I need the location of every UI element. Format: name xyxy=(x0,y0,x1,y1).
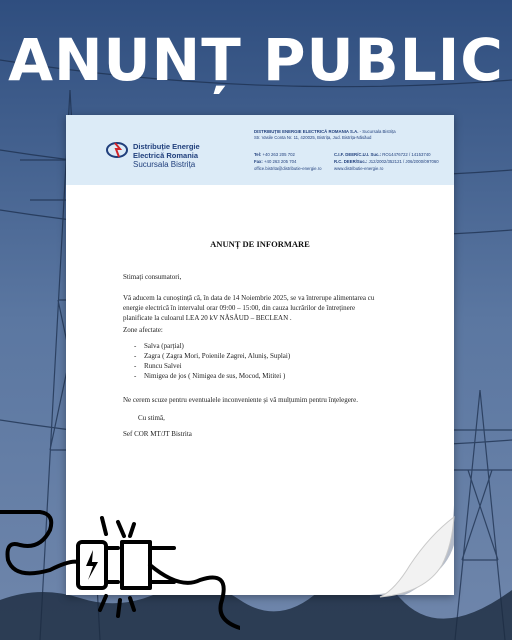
poster-headline: ANUNȚ PUBLIC xyxy=(8,26,504,94)
greeting: Stimați consumatori, xyxy=(123,273,182,281)
cif-label: C.I.F. DEER/C.U.I. Suc.: xyxy=(334,152,382,157)
letterhead xyxy=(66,115,454,185)
announcement-paragraph xyxy=(123,293,374,323)
unplugged-plug-icon xyxy=(0,500,240,640)
rc-line xyxy=(334,159,439,165)
brand-line-2: Electrică Romania xyxy=(133,151,199,160)
apology-text: Ne cerem scuze pentru eventualele inconveniente și vă mulțumim pentru înțelegere. xyxy=(123,396,358,404)
document-title: ANUNȚ DE INFORMARE xyxy=(210,239,310,249)
phone-line xyxy=(254,152,295,158)
email-link[interactable]: office.bistrita@distributie-energie.ro xyxy=(254,166,322,171)
signature-text: Sef COR MT/JT Bistrita xyxy=(123,430,192,438)
paragraph-line: Vă aducem la cunoștință că, în data de 14 Noiembrie 2025, se va întrerupe alimentarea cu xyxy=(123,294,375,302)
zones-list xyxy=(134,341,290,381)
rc-label: R.C. DEER/Suc.: xyxy=(334,159,368,164)
brand-line-1: Distribuție Energie xyxy=(133,142,200,151)
cif-line xyxy=(334,152,431,158)
tel-label: Tel: xyxy=(254,152,262,157)
fax-line xyxy=(254,159,296,165)
closing-text: Cu stimă, xyxy=(138,414,165,422)
brand-line-3: Sucursala Bistrița xyxy=(133,160,196,169)
list-item: - Zagra ( Zagra Mori, Poienile Zagrei, Aluniș, Suplai) xyxy=(134,352,291,360)
list-item: - Salva (parțial) xyxy=(134,342,184,350)
brand-block xyxy=(133,142,200,169)
paragraph-line: energie electrică în intervalul orar 09:00 – 15:00, din cauza lucrărilor de întreținere xyxy=(123,304,356,312)
company-logo-icon xyxy=(106,140,130,160)
cif-value: RO14476722 / 14153740 xyxy=(382,152,431,157)
company-name: DISTRIBUȚIE ENERGIE ELECTRICĂ ROMANIA S.A. xyxy=(254,129,359,134)
page-curl xyxy=(370,505,460,600)
zones-label: Zone afectate: xyxy=(123,326,163,334)
company-address: Str. Vasile Conta Nr. 11, 420025, Bistrița, Jud. Bistrița-Năsăud xyxy=(254,135,372,140)
fax-label: Fax: xyxy=(254,159,263,164)
tel-value: +40 263 205 702 xyxy=(262,152,295,157)
rc-value: J12/2002/352121 / J06/2000/097060 xyxy=(368,159,439,164)
branch-suffix: - Sucursala Bistrița xyxy=(358,129,396,134)
paragraph-line: planificate la culoarul LEA 20 kV NĂSĂUD – BECLEAN . xyxy=(123,314,292,322)
list-item: - Runcu Salvei xyxy=(134,362,182,370)
fax-value: +40 263 205 704 xyxy=(264,159,297,164)
website-link[interactable]: www.distributie-energie.ro xyxy=(334,166,384,171)
list-item: - Nimigea de jos ( Nimigea de sus, Mocod, Mititei ) xyxy=(134,372,286,380)
